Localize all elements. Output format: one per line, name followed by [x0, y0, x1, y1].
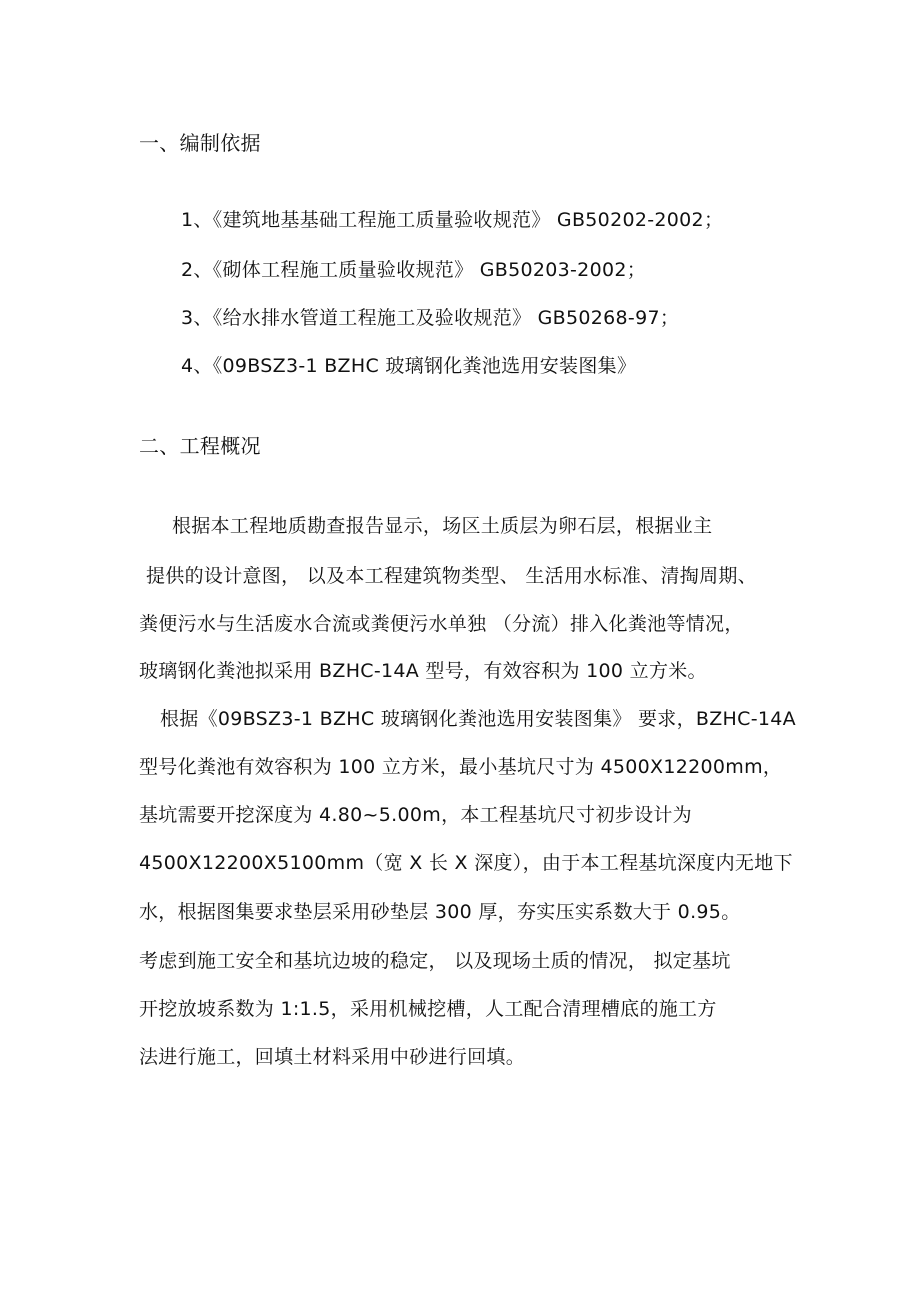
- overview-line-9: 水，根据图集要求垫层采用砂垫层 300 厚，夯实压实系数大于 0.95。: [139, 901, 741, 923]
- overview-line-12: 法进行施工，回填土材料采用中砂进行回填。: [139, 1046, 526, 1068]
- overview-line-10: 考虑到施工安全和基坑边坡的稳定， 以及现场土质的情况， 拟定基坑: [139, 950, 731, 972]
- overview-line-6: 型号化粪池有效容积为 100 立方米，最小基坑尺寸为 4500X12200mm，: [139, 756, 783, 778]
- basis-item-2: 2、《砌体工程施工质量验收规范》 GB50203-2002；: [181, 259, 647, 281]
- overview-line-3: 粪便污水与生活废水合流或粪便污水单独 （分流）排入化粪池等情况，: [139, 613, 744, 635]
- overview-line-7: 基坑需要开挖深度为 4.80~5.00m，本工程基坑尺寸初步设计为: [139, 804, 692, 826]
- section-heading-basis: 一、编制依据: [139, 131, 261, 155]
- basis-item-3: 3、《给水排水管道工程施工及验收规范》 GB50268-97；: [181, 307, 680, 329]
- basis-item-1: 1、《建筑地基基础工程施工质量验收规范》 GB50202-2002；: [181, 209, 724, 231]
- overview-line-11: 开挖放坡系数为 1:1.5，采用机械挖槽，人工配合清理槽底的施工方: [139, 998, 717, 1020]
- overview-line-2: 提供的设计意图， 以及本工程建筑物类型、 生活用水标准、清掏周期、: [146, 565, 757, 587]
- basis-item-4: 4、《09BSZ3-1 BZHC 玻璃钢化粪池选用安装图集》: [181, 355, 637, 377]
- overview-line-8: 4500X12200X5100mm（宽 X 长 X 深度），由于本工程基坑深度内无地下: [139, 852, 793, 874]
- overview-line-4: 玻璃钢化粪池拟采用 BZHC-14A 型号，有效容积为 100 立方米。: [139, 660, 707, 682]
- section-heading-overview: 二、工程概况: [139, 434, 261, 458]
- overview-line-1: 根据本工程地质勘查报告显示，场区土质层为卵石层，根据业主: [172, 515, 713, 537]
- overview-line-5: 根据《09BSZ3-1 BZHC 玻璃钢化粪池选用安装图集》 要求，BZHC-14A: [160, 708, 796, 730]
